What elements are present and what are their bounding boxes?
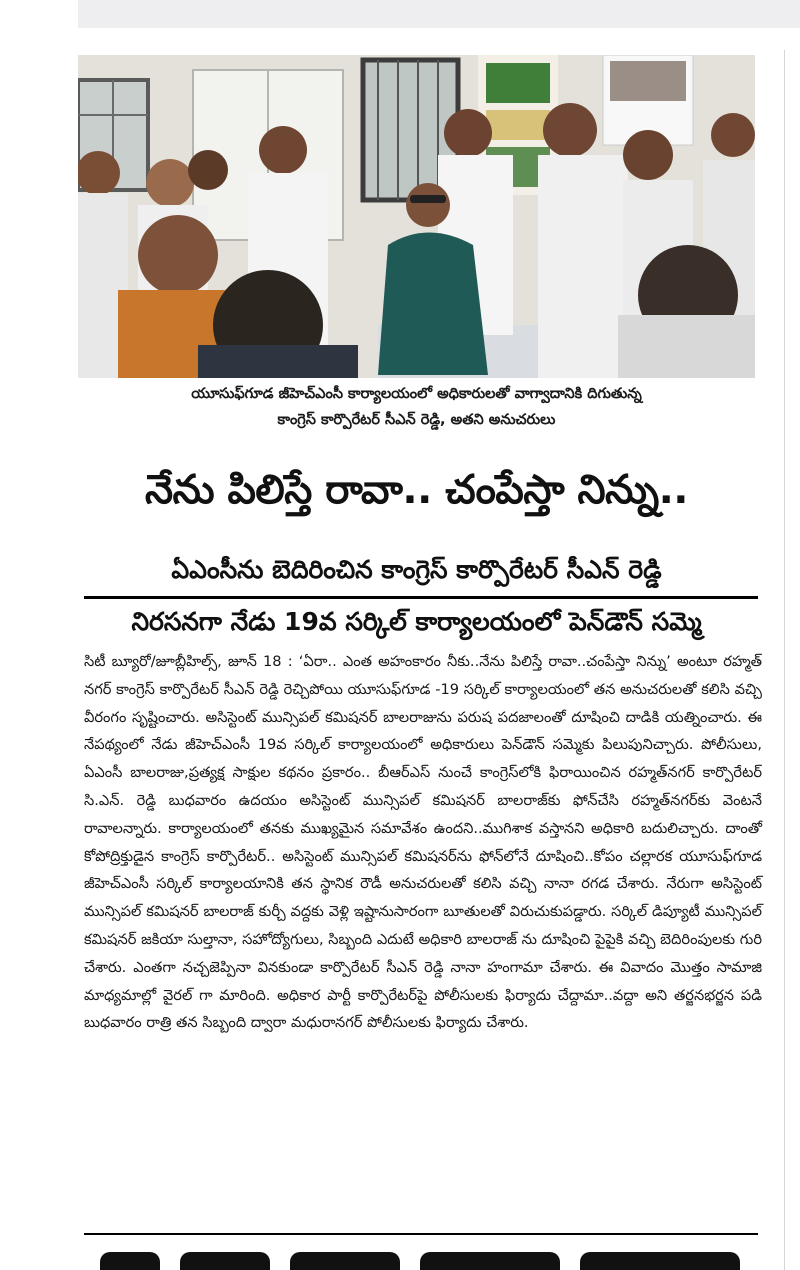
subheadline: ఏఎంసీను బెదిరించిన కాంగ్రెస్ కార్పొరేటర్ సీఎన్ రెడ్డి xyxy=(171,555,662,584)
bottom-rule xyxy=(84,1233,758,1235)
top-banner-strip xyxy=(78,0,800,28)
headline: నేను పిలిస్తే రావా.. చంపేస్తా నిన్ను.. xyxy=(145,467,688,513)
photo-caption xyxy=(78,381,755,433)
column-divider xyxy=(784,50,785,1270)
next-headline-cropped xyxy=(100,1240,750,1270)
section-rule xyxy=(84,596,758,599)
news-photo xyxy=(78,55,755,378)
caption-line-2: కాంగ్రెస్ కార్పొరేటర్ సీఎన్ రెడ్డి, అతని అనుచరులు xyxy=(277,412,556,428)
article-body: సిటీ బ్యూరో/జూబ్లీహిల్స్, జూన్ 18 : ‘ఏరా.. ఎంత అహంకారం నీకు..నేను పిలిస్తే రావా..చంపేస్తా నిన్ను’ అంటూ రహ్మత్ నగర్ కాంగ్రెస్ కార్పొరేటర్ సీఎన్ రెడ్డి రెచ్చిపోయి యూసుఫ్‌గూడ -19 సర్కిల్ కార్యాలయంలో తన అనుచరులతో కలిసి వచ్చి వీరంగం సృష్టించారు. అసిస్టెంట్ మున్సిపల్ కమిషనర్ బాలరాజును పరుష పదజాలంతో దూషించి దాడికి యత్నించారు. ఈ నేపథ్యంలో నేడు జీహెచ్‌ఎంసీ 19వ సర్కిల్ కార్యాలయంలో అధికారులు పెన్‌డౌన్ సమ్మెకు పిలుపునిచ్చారు. పోలీసులు, ఏఎంసీ బాలరాజు,ప్రత్యక్ష సాక్షుల కథనం ప్రకారం.. బీఆర్‌ఎస్ నుంచే కాంగ్రెస్‌లోకి ఫిరాయించిన రహ్మత్‌నగర్ కార్పొరేటర్ సి.ఎన్. రెడ్డి బుధవారం ఉదయం అసిస్టెంట్ మున్సిపల్ కమిషనర్ బాలరాజ్‌కు ఫోన్‌చేసి రహ్మత్‌నగర్‌కు వెంటనే రావాలన్నారు. కార్యాలయంలో తనకు ముఖ్యమైన సమావేశం ఉందని..ముగిశాక వస్తానని అధికారి బదులిచ్చారు. దాంతో కోపోద్రిక్తుడైన కాంగ్రెస్ కార్పొరేటర్.. అసిస్టెంట్ మున్సిపల్ కమిషనర్‌ను ఫోన్‌లోనే దూషించి..కోపం చల్లారక యూసుఫ్‌గూడ జీహెచ్‌ఎంసీ సర్కిల్ కార్యాలయానికి తన స్థానిక రౌడీ అనుచరులతో కలిసి వచ్చి నానా రగడ చేశారు. నేరుగా అసిస్టెంట్ మున్సిపల్ కమిషనర్ బాలరాజ్ కుర్చీ వద్దకు వెళ్లి ఇష్టానుసారంగా బూతులతో విరుచుకుపడ్డారు. సర్కిల్ డిప్యూటీ మున్సిపల్ కమిషనర్ జకియా సుల్తానా, సహోద్యోగులు, సిబ్బంది ఎదుటే అధికారి బాలరాజ్ ను దూషించి పైపైకి వచ్చి బెదిరింపులకు గురి చేశారు. ఎంతగా నచ్చజెప్పినా వినకుండా కార్పొరేటర్ సీఎన్ రెడ్డి నానా హంగామా చేశారు. ఈ వివాదం మొత్తం సామాజి మాధ్యమాల్లో వైరల్ గా మారింది. అధికార పార్టీ కార్పొరేటర్‌పై పోలీసులకు ఫిర్యాదు చేద్దామా..వద్దా అని తర్జనభర్జన పడి బుధవారం రాత్రి తన సిబ్బంది ద్వారా మధురానగర్ పోలీసులకు ఫిర్యాదు చేశారు. xyxy=(84,653,762,1032)
caption-line-1: యూసుఫ్‌గూడ జీహెచ్‌ఎంసీ కార్యాలయంలో అధికారులతో వాగ్వాదానికి దిగుతున్న xyxy=(191,386,642,402)
secondary-subheadline: నిరసనగా నేడు 19వ సర్కిల్ కార్యాలయంలో పెన్‌డౌన్ సమ్మె xyxy=(131,607,702,636)
